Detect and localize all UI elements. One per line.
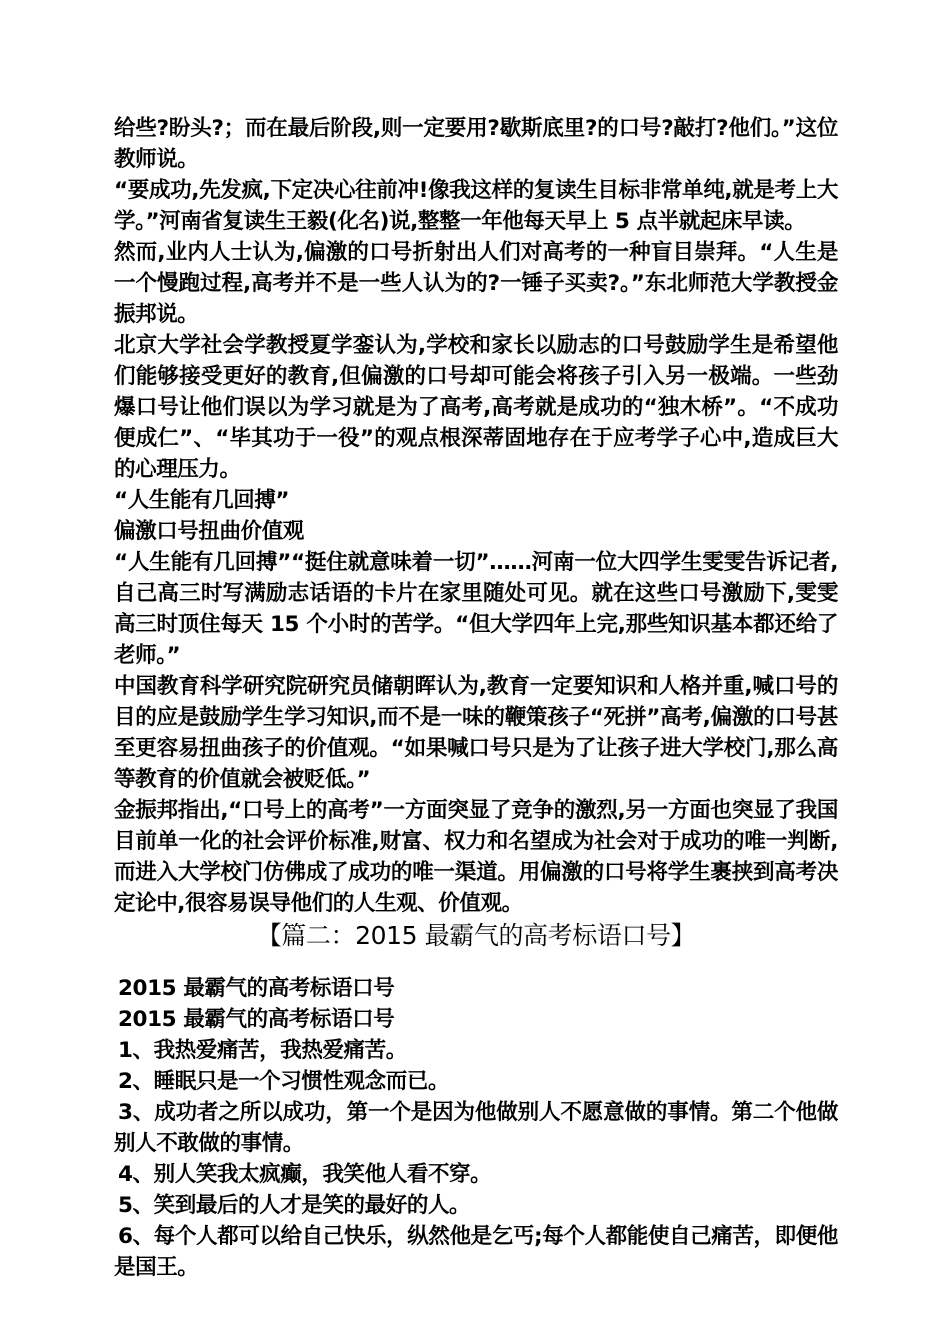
section-heading: 【篇二：2015 最霸气的高考标语口号】	[256, 921, 696, 950]
list-title: 2015 最霸气的高考标语口号	[118, 976, 395, 1001]
paragraph-student-wenwen: “人生能有几回搏”“挺住就意味着一切”……河南一位大四学生雯雯告诉记者,自己高三时写满励志话语的卡片在家里随处可见。就在这些口号激励下,雯雯高三时顶住每天 15 个小时的苦学。“但大学四年上完,那些知识基本都还给了老师。”	[114, 550, 838, 668]
list-item: 3、成功者之所以成功，第一个是因为他做别人不愿意做的事情。第二个他做别人不敢做的事情。	[114, 1100, 838, 1156]
paragraph-researcher-chu: 中国教育科学研究院研究员储朝晖认为,教育一定要知识和人格并重,喊口号的目的应是鼓励学生学习知识,而不是一味的鞭策孩子“死拼”高考,偏激的口号甚至更容易扭曲孩子的价值观。“如果喊口号只是为了让孩子进大学校门,那么高等教育的价值就会被贬低。”	[114, 674, 838, 792]
paragraph-peking-professor: 北京大学社会学教授夏学銮认为,学校和家长以励志的口号鼓励学生是希望他们能够接受更好的教育,但偏激的口号却可能会将孩子引入另一极端。一些劲爆口号让他们误以为学习就是为了高考,高考就是成功的“独木桥”。“不成功便成仁”、“毕其功于一役”的观点根深蒂固地存在于应考学子心中,造成巨大的心理压力。	[114, 333, 838, 482]
document-body	[114, 113, 838, 1283]
list-title-repeat: 2015 最霸气的高考标语口号	[118, 1007, 395, 1032]
subheading-distorted-values: 偏激口号扭曲价值观	[114, 519, 304, 544]
subheading-life-struggle: “人生能有几回搏”	[114, 488, 290, 513]
paragraph-teacher-quote: 给些?盼头?；而在最后阶段,则一定要用?歇斯底里?的口号?敲打?他们。”这位教师说。	[114, 116, 838, 172]
list-item: 2、睡眠只是一个习惯性观念而已。	[118, 1069, 450, 1094]
slogan-list	[114, 973, 838, 1283]
list-item: 4、别人笑我太疯癫，我笑他人看不穿。	[118, 1162, 492, 1187]
list-item: 5、笑到最后的人才是笑的最好的人。	[118, 1193, 471, 1218]
list-item: 6、每个人都可以给自己快乐，纵然他是乞丐;每个人都能使自己痛苦，即便他是国王。	[114, 1224, 838, 1280]
list-item: 1、我热爱痛苦，我热爱痛苦。	[118, 1038, 407, 1063]
paragraph-repeat-student: “要成功,先发疯,下定决心往前冲!像我这样的复读生目标非常单纯,就是考上大学。”河南省复读生王毅(化名)说,整整一年他每天早上 5 点半就起床早读。	[114, 178, 838, 234]
paragraph-jin-zhenbang: 金振邦指出,“口号上的高考”一方面突显了竞争的激烈,另一方面也突显了我国目前单一化的社会评价标准,财富、权力和名望成为社会对于成功的唯一判断,而进入大学校门仿佛成了成功的唯一渠道。用偏激的口号将学生裹挟到高考决定论中,很容易误导他们的人生观、价值观。	[114, 798, 838, 916]
paragraph-industry-view: 然而,业内人士认为,偏激的口号折射出人们对高考的一种盲目崇拜。“人生是一个慢跑过程,高考并不是一些人认为的?一锤子买卖?。”东北师范大学教授金振邦说。	[114, 240, 838, 327]
